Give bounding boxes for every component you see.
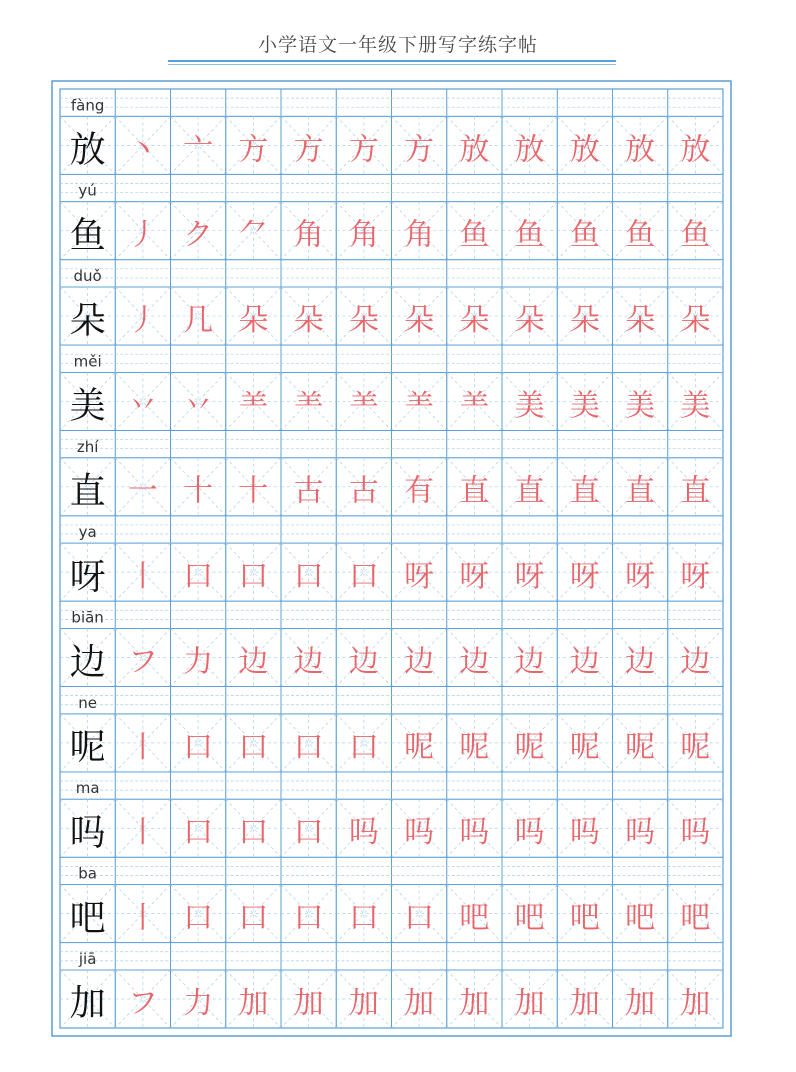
stroke-step: 口 (238, 559, 269, 595)
pinyin-cell (613, 943, 668, 970)
stroke-step: 吧 (569, 900, 600, 936)
stroke-step: 丨 (127, 815, 158, 851)
pinyin-cell (557, 601, 612, 628)
stroke-step: 呢 (459, 729, 490, 765)
stroke-step: 放 (569, 132, 600, 168)
pinyin-label: zhí (76, 437, 99, 456)
stroke-step: 吗 (569, 815, 600, 851)
pinyin-cell (281, 601, 336, 628)
pinyin-cell (115, 260, 170, 287)
pinyin-cell (281, 943, 336, 970)
stroke-step: 加 (404, 985, 435, 1021)
stroke-step: 呢 (514, 729, 545, 765)
stroke-step: 呀 (625, 559, 656, 595)
model-character: 朵 (69, 300, 106, 342)
pinyin-cell (557, 772, 612, 799)
stroke-step: 口 (293, 729, 324, 765)
pinyin-cell (115, 430, 170, 457)
stroke-step: 力 (183, 985, 214, 1021)
pinyin-cell (392, 174, 447, 201)
pinyin-cell (613, 516, 668, 543)
pinyin-cell (447, 89, 502, 116)
stroke-step: 丷 (183, 388, 214, 424)
stroke-step: 方 (404, 132, 435, 168)
stroke-step: 鱼 (625, 217, 656, 253)
stroke-step: 边 (680, 644, 711, 680)
stroke-step: 口 (183, 815, 214, 851)
stroke-step: フ (127, 644, 158, 680)
stroke-step: 边 (459, 644, 490, 680)
pinyin-cell (171, 772, 226, 799)
stroke-step: 美 (680, 388, 711, 424)
pinyin-cell (613, 857, 668, 884)
pinyin-cell (502, 601, 557, 628)
pinyin-cell (392, 345, 447, 372)
pinyin-cell (502, 345, 557, 372)
pinyin-cell (226, 345, 281, 372)
pinyin-cell (171, 601, 226, 628)
stroke-step: 加 (514, 985, 545, 1021)
stroke-step: 加 (459, 985, 490, 1021)
stroke-step: 加 (625, 985, 656, 1021)
pinyin-cell (281, 345, 336, 372)
stroke-step: 角 (404, 217, 435, 253)
pinyin-cell (557, 516, 612, 543)
pinyin-cell (115, 943, 170, 970)
pinyin-label: biān (71, 608, 104, 627)
model-character: 放 (69, 129, 106, 171)
pinyin-cell (281, 772, 336, 799)
pinyin-cell (447, 687, 502, 714)
stroke-step: 吗 (404, 815, 435, 851)
pinyin-cell (171, 943, 226, 970)
pinyin-label: ya (78, 523, 97, 542)
pinyin-label: jiā (78, 949, 97, 968)
pinyin-cell (281, 174, 336, 201)
pinyin-cell (336, 772, 391, 799)
pinyin-cell (392, 601, 447, 628)
stroke-step: ⺷ (404, 388, 435, 424)
stroke-step: 吧 (514, 900, 545, 936)
stroke-step: 朵 (238, 302, 269, 338)
pinyin-cell (115, 89, 170, 116)
stroke-step: 边 (625, 644, 656, 680)
pinyin-label: duǒ (73, 267, 102, 286)
stroke-step: 口 (348, 900, 379, 936)
stroke-step: 吗 (625, 815, 656, 851)
stroke-step: 口 (293, 900, 324, 936)
stroke-step: ⺈ (238, 217, 269, 253)
pinyin-cell (226, 516, 281, 543)
stroke-step: 加 (238, 985, 269, 1021)
pinyin-cell (668, 772, 723, 799)
pinyin-cell (281, 687, 336, 714)
stroke-step: 朵 (348, 302, 379, 338)
pinyin-cell (115, 687, 170, 714)
stroke-step: 方 (348, 132, 379, 168)
stroke-step: 朵 (459, 302, 490, 338)
stroke-step: 丨 (127, 729, 158, 765)
pinyin-cell (502, 943, 557, 970)
stroke-step: ク (183, 217, 214, 253)
pinyin-cell (281, 857, 336, 884)
page-title: 小学语文一年级下册写字练字帖 (257, 34, 538, 56)
model-character: 鱼 (69, 214, 106, 256)
pinyin-cell (171, 260, 226, 287)
stroke-step: 丿 (127, 217, 158, 253)
stroke-step: 呢 (404, 729, 435, 765)
stroke-step: 边 (514, 644, 545, 680)
stroke-step: 口 (238, 815, 269, 851)
pinyin-cell (392, 260, 447, 287)
pinyin-cell (557, 943, 612, 970)
pinyin-cell (226, 430, 281, 457)
stroke-step: 口 (183, 900, 214, 936)
pinyin-cell (226, 174, 281, 201)
pinyin-cell (557, 857, 612, 884)
pinyin-cell (613, 601, 668, 628)
pinyin-cell (281, 89, 336, 116)
pinyin-label: ne (78, 693, 97, 712)
stroke-step: 边 (238, 644, 269, 680)
pinyin-cell (392, 943, 447, 970)
pinyin-cell (447, 601, 502, 628)
stroke-step: 呀 (569, 559, 600, 595)
stroke-step: 方 (293, 132, 324, 168)
stroke-step: 吧 (680, 900, 711, 936)
pinyin-cell (115, 857, 170, 884)
pinyin-cell (613, 89, 668, 116)
stroke-step: 鱼 (459, 217, 490, 253)
stroke-step: 美 (625, 388, 656, 424)
stroke-step: 亠 (183, 132, 214, 168)
stroke-step: 加 (293, 985, 324, 1021)
stroke-step: 边 (348, 644, 379, 680)
pinyin-cell (392, 687, 447, 714)
stroke-step: 呢 (569, 729, 600, 765)
model-character: 直 (69, 471, 106, 513)
stroke-step: 放 (680, 132, 711, 168)
stroke-step: 古 (348, 473, 379, 509)
pinyin-cell (557, 260, 612, 287)
pinyin-cell (226, 260, 281, 287)
pinyin-cell (115, 601, 170, 628)
pinyin-label: yú (78, 181, 97, 200)
stroke-step: 朵 (625, 302, 656, 338)
stroke-step: 朵 (680, 302, 711, 338)
stroke-step: ⺷ (238, 388, 269, 424)
pinyin-cell (447, 772, 502, 799)
pinyin-cell (171, 857, 226, 884)
pinyin-label: fàng (70, 96, 105, 115)
stroke-step: フ (127, 985, 158, 1021)
stroke-step: 边 (404, 644, 435, 680)
pinyin-cell (336, 430, 391, 457)
pinyin-cell (115, 516, 170, 543)
stroke-step: 角 (293, 217, 324, 253)
stroke-step: 丷 (127, 388, 158, 424)
stroke-step: 放 (514, 132, 545, 168)
stroke-step: 放 (625, 132, 656, 168)
stroke-step: 吧 (459, 900, 490, 936)
stroke-step: 呀 (404, 559, 435, 595)
pinyin-cell (281, 430, 336, 457)
pinyin-cell (226, 687, 281, 714)
stroke-step: 几 (183, 302, 214, 338)
pinyin-cell (613, 174, 668, 201)
pinyin-cell (557, 687, 612, 714)
pinyin-label: ma (75, 779, 100, 798)
pinyin-cell (668, 857, 723, 884)
pinyin-cell (668, 516, 723, 543)
pinyin-cell (392, 89, 447, 116)
stroke-step: 呀 (514, 559, 545, 595)
stroke-step: 口 (293, 815, 324, 851)
pinyin-cell (226, 89, 281, 116)
stroke-step: 朵 (404, 302, 435, 338)
stroke-step: 放 (459, 132, 490, 168)
pinyin-cell (171, 687, 226, 714)
pinyin-cell (502, 430, 557, 457)
pinyin-cell (392, 516, 447, 543)
stroke-step: 口 (293, 559, 324, 595)
pinyin-cell (336, 174, 391, 201)
stroke-step: 口 (183, 559, 214, 595)
stroke-step: 呢 (625, 729, 656, 765)
model-character: 边 (69, 641, 106, 683)
pinyin-cell (115, 345, 170, 372)
pinyin-cell (171, 345, 226, 372)
stroke-step: 呢 (680, 729, 711, 765)
stroke-step: 一 (127, 473, 158, 509)
pinyin-cell (281, 260, 336, 287)
pinyin-cell (668, 345, 723, 372)
stroke-step: 力 (183, 644, 214, 680)
pinyin-cell (392, 430, 447, 457)
pinyin-cell (668, 601, 723, 628)
stroke-step: 加 (569, 985, 600, 1021)
stroke-step: 鱼 (680, 217, 711, 253)
stroke-step: 口 (238, 900, 269, 936)
stroke-step: ⺷ (348, 388, 379, 424)
pinyin-cell (447, 857, 502, 884)
stroke-step: ⺷ (459, 388, 490, 424)
stroke-step: 朵 (514, 302, 545, 338)
stroke-step: 加 (680, 985, 711, 1021)
pinyin-cell (392, 772, 447, 799)
stroke-step: 十 (238, 473, 269, 509)
stroke-step: 口 (183, 729, 214, 765)
model-character: 呀 (69, 556, 106, 598)
stroke-step: 有 (404, 473, 435, 509)
stroke-step: 吗 (348, 815, 379, 851)
stroke-step: 吗 (514, 815, 545, 851)
pinyin-cell (336, 687, 391, 714)
stroke-step: 呀 (680, 559, 711, 595)
stroke-step: 古 (293, 473, 324, 509)
stroke-step: 丨 (127, 559, 158, 595)
pinyin-cell (613, 430, 668, 457)
stroke-step: 边 (569, 644, 600, 680)
model-character: 吗 (69, 812, 106, 854)
stroke-step: 方 (238, 132, 269, 168)
pinyin-cell (336, 516, 391, 543)
pinyin-cell (613, 260, 668, 287)
pinyin-cell (502, 516, 557, 543)
pinyin-cell (613, 772, 668, 799)
pinyin-cell (447, 430, 502, 457)
stroke-step: 边 (293, 644, 324, 680)
pinyin-cell (226, 857, 281, 884)
pinyin-cell (281, 516, 336, 543)
stroke-step: 吧 (625, 900, 656, 936)
stroke-step: 丿 (127, 302, 158, 338)
pinyin-cell (171, 174, 226, 201)
pinyin-cell (336, 943, 391, 970)
pinyin-cell (115, 772, 170, 799)
pinyin-label: ba (78, 864, 97, 883)
stroke-step: 十 (183, 473, 214, 509)
stroke-step: 直 (569, 473, 600, 509)
pinyin-cell (447, 174, 502, 201)
stroke-step: 美 (569, 388, 600, 424)
pinyin-cell (447, 943, 502, 970)
pinyin-cell (336, 345, 391, 372)
pinyin-cell (171, 516, 226, 543)
stroke-step: 吗 (459, 815, 490, 851)
pinyin-cell (115, 174, 170, 201)
stroke-step: 直 (625, 473, 656, 509)
model-character: 加 (69, 983, 106, 1025)
pinyin-cell (171, 89, 226, 116)
pinyin-cell (502, 174, 557, 201)
pinyin-cell (447, 260, 502, 287)
stroke-step: 直 (459, 473, 490, 509)
stroke-step: 角 (348, 217, 379, 253)
stroke-step: 口 (404, 900, 435, 936)
stroke-step: 直 (680, 473, 711, 509)
pinyin-cell (336, 601, 391, 628)
stroke-step: 吗 (680, 815, 711, 851)
stroke-step: 口 (348, 559, 379, 595)
stroke-step: 直 (514, 473, 545, 509)
pinyin-cell (613, 345, 668, 372)
pinyin-cell (336, 260, 391, 287)
pinyin-cell (613, 687, 668, 714)
stroke-step: 加 (348, 985, 379, 1021)
pinyin-cell (668, 260, 723, 287)
pinyin-cell (171, 430, 226, 457)
pinyin-cell (447, 516, 502, 543)
pinyin-cell (336, 857, 391, 884)
pinyin-label: měi (73, 352, 102, 371)
stroke-step: 鱼 (569, 217, 600, 253)
model-character: 呢 (69, 727, 106, 769)
model-character: 吧 (69, 897, 106, 939)
pinyin-cell (502, 260, 557, 287)
stroke-step: 呀 (459, 559, 490, 595)
pinyin-cell (668, 89, 723, 116)
pinyin-cell (502, 89, 557, 116)
stroke-step: 口 (348, 729, 379, 765)
pinyin-cell (226, 943, 281, 970)
pinyin-cell (447, 345, 502, 372)
pinyin-cell (502, 687, 557, 714)
pinyin-cell (557, 89, 612, 116)
pinyin-cell (392, 857, 447, 884)
pinyin-cell (557, 345, 612, 372)
pinyin-cell (226, 772, 281, 799)
stroke-step: 朵 (293, 302, 324, 338)
pinyin-cell (668, 943, 723, 970)
pinyin-cell (668, 430, 723, 457)
pinyin-cell (226, 601, 281, 628)
stroke-step: ⺷ (293, 388, 324, 424)
pinyin-cell (668, 174, 723, 201)
pinyin-cell (668, 687, 723, 714)
pinyin-cell (502, 772, 557, 799)
stroke-step: 美 (514, 388, 545, 424)
stroke-step: 丨 (127, 900, 158, 936)
stroke-step: 鱼 (514, 217, 545, 253)
pinyin-cell (557, 174, 612, 201)
stroke-step: 口 (238, 729, 269, 765)
stroke-step: 朵 (569, 302, 600, 338)
stroke-step: 丶 (127, 132, 158, 168)
pinyin-cell (557, 430, 612, 457)
model-character: 美 (69, 385, 106, 427)
pinyin-cell (336, 89, 391, 116)
pinyin-cell (502, 857, 557, 884)
